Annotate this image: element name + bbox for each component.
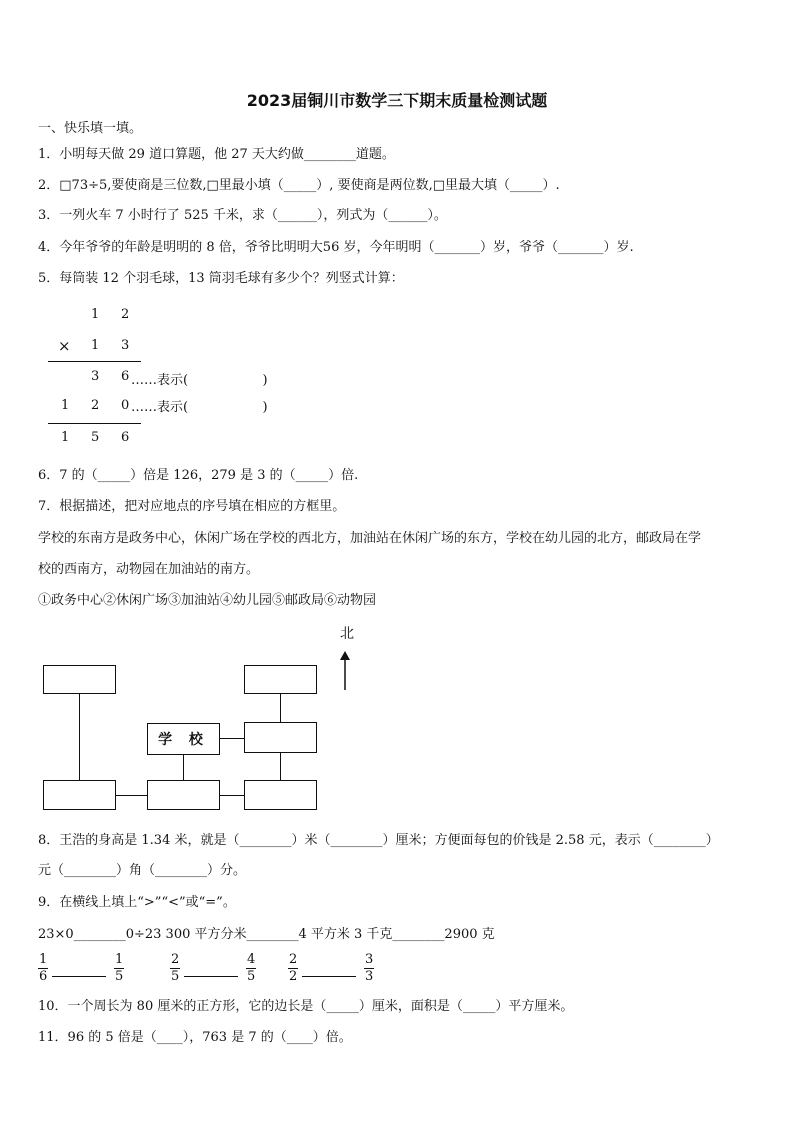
fraction [114,953,124,984]
fraction-denominator: 3 [365,969,374,984]
map-connector [280,752,281,781]
question-7-description: 校的西南方，动物园在加油站的南方。 [38,562,260,577]
fraction-denominator: 6 [39,969,48,984]
question-9-comparisons: 23×0________0÷23 300 平方分米________4 平方米 3 千克________2900 克 [38,927,495,942]
answer-box-northwest[interactable] [43,665,116,694]
mult-note: ……表示( ) [131,400,268,415]
answer-box-northeast[interactable] [244,665,317,694]
mult-digit: 6 [121,430,130,445]
map-connector [183,754,184,781]
section-heading: 一、快乐填一填。 [38,121,143,136]
question-8: 8．王浩的身高是 1.34 米，就是（________）米（________）厘米；方便面每包的价钱是 2.58 元，表示（________） [38,833,719,848]
fraction-numerator: 2 [289,952,298,967]
question-7-options: ①政务中心②休闲广场③加油站④幼儿园⑤邮政局⑥动物园 [38,593,377,608]
map-connector [280,693,281,722]
mult-digit: 6 [121,369,130,384]
question-11: 11．96 的 5 倍是（____），763 是 7 的（____）倍。 [38,1030,352,1045]
fraction-denominator: 5 [171,969,180,984]
map-connector [116,795,148,796]
fraction [38,953,48,984]
question-7-description: 学校的东南方是政务中心，休闲广场在学校的西北方，加油站在休闲广场的东方，学校在幼儿园的北方，邮政局在学 [38,531,702,546]
mult-digit: 1 [91,307,100,322]
mult-line [48,361,141,362]
mult-digit: 1 [91,338,100,353]
fraction-numerator: 3 [365,952,374,967]
north-arrow-icon [337,650,353,692]
fraction-numerator: 1 [39,952,48,967]
answer-box-southeast[interactable] [244,780,317,810]
question-8-continued: 元（________）角（________）分。 [38,863,247,878]
question-7: 7．根据描述，把对应地点的序号填在相应的方框里。 [38,499,346,514]
fraction [364,953,374,984]
answer-blank[interactable] [184,976,238,977]
map-connector [79,693,80,781]
fraction-denominator: 5 [247,969,256,984]
map-connector [219,738,245,739]
fraction-denominator: 2 [289,969,298,984]
answer-box-southwest[interactable] [43,780,116,810]
mult-digit: 2 [91,398,100,413]
answer-blank[interactable] [302,976,356,977]
page-title: 2023届铜川市数学三下期末质量检测试题 [246,91,548,110]
mult-digit: 3 [91,369,100,384]
fraction-numerator: 2 [171,952,180,967]
mult-digit: 5 [91,430,100,445]
fraction [170,953,180,984]
question-9: 9．在横线上填上“>”“<”或“=”。 [38,895,236,910]
question-6: 6．7 的（_____）倍是 126，279 是 3 的（_____）倍. [38,468,359,483]
mult-digit: 0 [121,398,130,413]
multiply-sign: × [58,337,71,355]
answer-box-east[interactable] [244,722,317,753]
fraction [288,953,298,984]
fraction-numerator: 4 [247,952,256,967]
fraction-numerator: 1 [115,952,124,967]
mult-note: ……表示( ) [131,373,268,388]
question-4: 4．今年爷爷的年龄是明明的 8 倍，爷爷比明明大56 岁，今年明明（_______）岁，爷爷（_______）岁. [38,240,634,255]
north-label: 北 [340,626,354,642]
fraction-denominator: 5 [115,969,124,984]
mult-digit: 1 [61,430,70,445]
question-10: 10．一个周长为 80 厘米的正方形，它的边长是（_____）厘米，面积是（_____）平方厘米。 [38,999,574,1014]
mult-digit: 1 [61,398,70,413]
mult-digit: 2 [121,307,130,322]
answer-blank[interactable] [52,976,106,977]
mult-digit: 3 [121,338,130,353]
map-connector [219,795,245,796]
question-3: 3．一列火车 7 小时行了 525 千米，求（______），列式为（______）。 [38,208,447,223]
question-5: 5．每筒装 12 个羽毛球，13 筒羽毛球有多少个？列竖式计算： [38,271,404,286]
question-1: 1．小明每天做 29 道口算题，他 27 天大约做________道题。 [38,147,395,162]
answer-box-south[interactable] [147,780,220,810]
fraction [246,953,256,984]
question-2: 2．□73÷5,要使商是三位数,□里最小填（_____）, 要使商是两位数,□里最大填（_____）. [38,178,560,193]
mult-line [48,423,141,424]
school-box: 学 校 [147,723,220,755]
